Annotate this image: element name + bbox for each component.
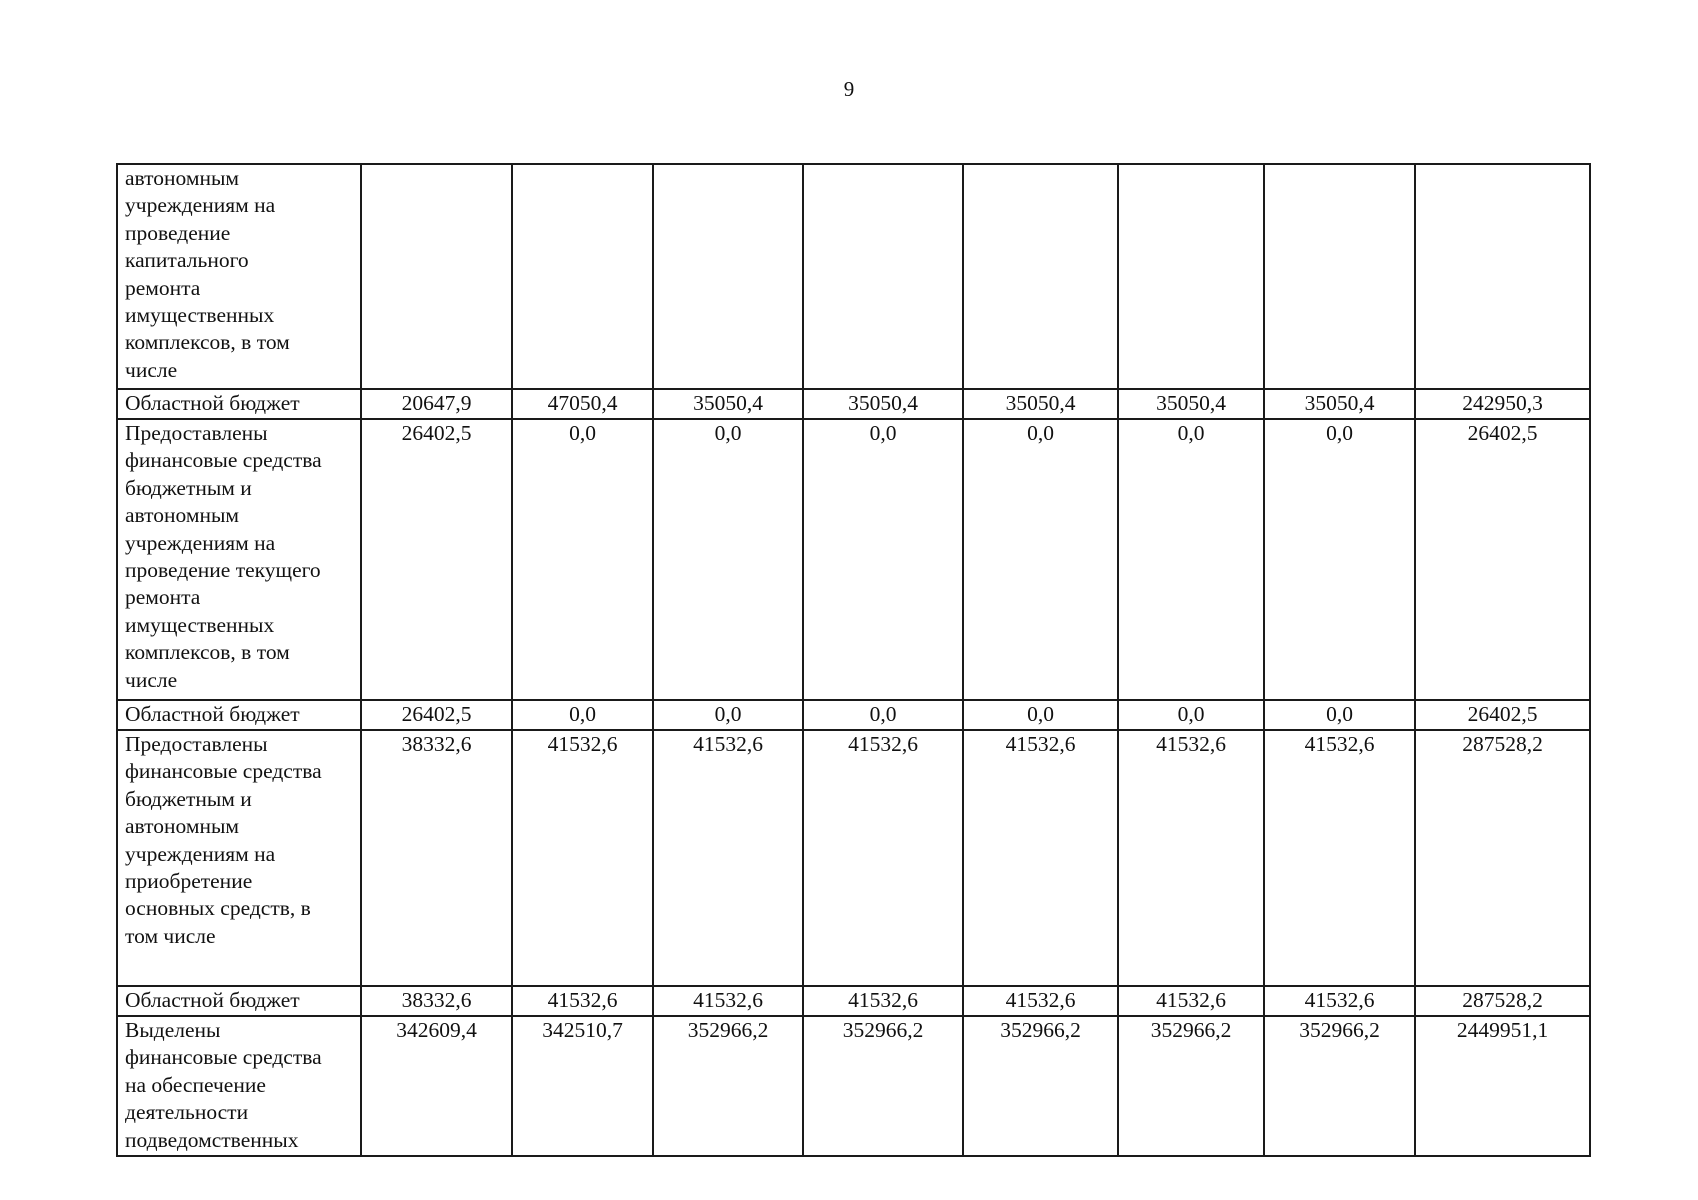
- year-value-cell: 342510,7: [512, 1016, 653, 1156]
- row-label-cell: [117, 164, 361, 389]
- row-label-line: Предоставлены: [125, 421, 268, 445]
- year-value-cell: 26402,5: [361, 419, 512, 700]
- row-label-cell: [117, 389, 361, 419]
- year-value-cell: [1264, 164, 1415, 389]
- row-label-line: на обеспечение: [125, 1072, 266, 1097]
- activity-row: [117, 164, 1590, 389]
- year-value-cell: 35050,4: [803, 389, 963, 419]
- row-label-line: Предоставлены: [125, 732, 268, 756]
- activity-row: [117, 419, 1590, 700]
- row-label-line: приобретение: [125, 869, 253, 894]
- row-label-cell: [117, 730, 361, 986]
- budget-source-row: [117, 986, 1590, 1016]
- year-value-cell: 38332,6: [361, 986, 512, 1016]
- budget-table: [116, 163, 1591, 1157]
- row-label-line: бюджетным и: [125, 786, 252, 811]
- row-label-line: учреждениям на: [125, 193, 276, 218]
- row-label-line: финансовые средства: [125, 1045, 322, 1070]
- year-value-cell: 0,0: [512, 700, 653, 730]
- row-label-line: проведение текущего: [125, 558, 321, 583]
- year-value-cell: 35050,4: [653, 389, 803, 419]
- year-value-cell: 352966,2: [1264, 1016, 1415, 1156]
- total-value-cell: 287528,2: [1415, 730, 1590, 986]
- row-label-line: том числе: [125, 923, 216, 948]
- page-number: 9: [843, 77, 855, 101]
- row-label-line: деятельности: [125, 1100, 249, 1125]
- year-value-cell: 41532,6: [1264, 986, 1415, 1016]
- row-label-line: проведение: [125, 220, 231, 245]
- row-label-line: автономным: [125, 166, 240, 190]
- row-label-line: бюджетным и: [125, 475, 252, 500]
- year-value-cell: 41532,6: [1118, 730, 1264, 986]
- year-value-cell: 0,0: [1118, 419, 1264, 700]
- total-value-cell: 26402,5: [1415, 700, 1590, 730]
- row-label-line: имущественных: [125, 303, 275, 328]
- year-value-cell: 352966,2: [1118, 1016, 1264, 1156]
- row-label-line: Областной бюджет: [125, 988, 300, 1012]
- row-label-line: комплексов, в том: [125, 640, 290, 665]
- total-value-cell: 2449951,1: [1415, 1016, 1590, 1156]
- year-value-cell: 41532,6: [803, 730, 963, 986]
- row-label-line: основных средств, в: [125, 896, 311, 921]
- row-label-line: финансовые средства: [125, 448, 322, 473]
- total-value-cell: [1415, 164, 1590, 389]
- year-value-cell: 0,0: [1118, 700, 1264, 730]
- row-label-line: финансовые средства: [125, 759, 322, 784]
- row-label-cell: [117, 986, 361, 1016]
- row-label-line: Выделены: [125, 1018, 221, 1042]
- year-value-cell: 0,0: [803, 700, 963, 730]
- row-label-line: учреждениям на: [125, 530, 276, 555]
- year-value-cell: 342609,4: [361, 1016, 512, 1156]
- year-value-cell: [653, 164, 803, 389]
- year-value-cell: 0,0: [653, 700, 803, 730]
- year-value-cell: 41532,6: [653, 986, 803, 1016]
- year-value-cell: 41532,6: [963, 730, 1118, 986]
- year-value-cell: 0,0: [963, 419, 1118, 700]
- total-value-cell: 26402,5: [1415, 419, 1590, 700]
- year-value-cell: 26402,5: [361, 700, 512, 730]
- year-value-cell: 41532,6: [1118, 986, 1264, 1016]
- table-body: [117, 164, 1590, 1156]
- year-value-cell: 0,0: [1264, 700, 1415, 730]
- year-value-cell: 0,0: [803, 419, 963, 700]
- row-label-line: ремонта: [125, 275, 201, 300]
- year-value-cell: 0,0: [963, 700, 1118, 730]
- year-value-cell: 38332,6: [361, 730, 512, 986]
- year-value-cell: 352966,2: [653, 1016, 803, 1156]
- row-label-cell: [117, 419, 361, 700]
- budget-source-row: [117, 389, 1590, 419]
- year-value-cell: 41532,6: [1264, 730, 1415, 986]
- year-value-cell: 41532,6: [653, 730, 803, 986]
- row-label-line: подведомственных: [125, 1127, 299, 1152]
- year-value-cell: 47050,4: [512, 389, 653, 419]
- row-label-line: комплексов, в том: [125, 330, 290, 355]
- row-label-cell: [117, 700, 361, 730]
- year-value-cell: 41532,6: [512, 986, 653, 1016]
- total-value-cell: 242950,3: [1415, 389, 1590, 419]
- year-value-cell: 41532,6: [963, 986, 1118, 1016]
- row-label-line: числе: [125, 667, 178, 692]
- year-value-cell: 352966,2: [963, 1016, 1118, 1156]
- year-value-cell: [361, 164, 512, 389]
- row-label-line: Областной бюджет: [125, 702, 300, 726]
- row-label-line: числе: [125, 357, 178, 382]
- row-label-line: Областной бюджет: [125, 391, 300, 415]
- year-value-cell: 0,0: [653, 419, 803, 700]
- row-label-line: капитального: [125, 248, 249, 273]
- year-value-cell: 35050,4: [1118, 389, 1264, 419]
- year-value-cell: 0,0: [512, 419, 653, 700]
- activity-row: [117, 730, 1590, 986]
- row-label-line: автономным: [125, 503, 240, 528]
- activity-row: [117, 1016, 1590, 1156]
- year-value-cell: [512, 164, 653, 389]
- year-value-cell: 35050,4: [963, 389, 1118, 419]
- year-value-cell: 352966,2: [803, 1016, 963, 1156]
- row-label-line: ремонта: [125, 585, 201, 610]
- row-label-cell: [117, 1016, 361, 1156]
- year-value-cell: [963, 164, 1118, 389]
- year-value-cell: 41532,6: [803, 986, 963, 1016]
- year-value-cell: 20647,9: [361, 389, 512, 419]
- budget-source-row: [117, 700, 1590, 730]
- row-label-line: учреждениям на: [125, 841, 276, 866]
- total-value-cell: 287528,2: [1415, 986, 1590, 1016]
- year-value-cell: [803, 164, 963, 389]
- row-label-line: автономным: [125, 814, 240, 839]
- year-value-cell: 41532,6: [512, 730, 653, 986]
- year-value-cell: 0,0: [1264, 419, 1415, 700]
- year-value-cell: 35050,4: [1264, 389, 1415, 419]
- year-value-cell: [1118, 164, 1264, 389]
- row-label-line: имущественных: [125, 612, 275, 637]
